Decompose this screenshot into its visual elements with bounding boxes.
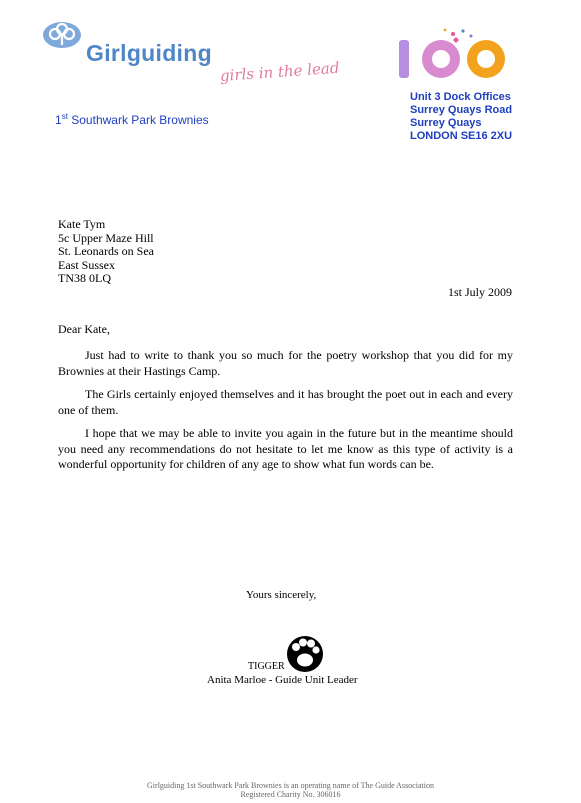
closing: Yours sincerely,: [246, 589, 317, 601]
footer-line: Registered Charity No. 306016: [240, 790, 341, 799]
letter-date: 1st July 2009: [447, 285, 512, 299]
footer: [0, 781, 581, 799]
recipient-line: East Sussex: [58, 257, 115, 272]
body-paragraph: Just had to write to thank you so much for the poetry workshop that you did for my Brownies at their Hastings Camp.: [58, 348, 513, 378]
footer-line: Girlguiding 1st Southwark Park Brownies is an operating name of The Guide Association: [147, 781, 434, 790]
sender-address-line: Surrey Quays: [410, 117, 482, 129]
body-paragraph: I hope that we may be able to invite you again in the future but in the meantime should you need any recommendations do not hesitate to let me know as this type of activity is a wonderful opportunity for children of any age to show what fun words can be.: [58, 426, 513, 471]
signature-nickname: TIGGER: [248, 661, 285, 672]
body-paragraph: The Girls certainly enjoyed themselves and it has brought the poet out in each and every one of them.: [58, 387, 513, 417]
paw-print-icon: [286, 633, 324, 675]
recipient-address: [58, 218, 154, 286]
recipient-line: St. Leonards on Sea: [58, 244, 154, 259]
recipient-line: 5c Upper Maze Hill: [58, 230, 154, 245]
recipient-line: TN38 0LQ: [58, 271, 111, 286]
sender-address-line: LONDON SE16 2XU: [410, 130, 513, 142]
sender-address-line: Surrey Quays Road: [410, 104, 513, 116]
sender-address: [410, 91, 512, 143]
recipient-line: Kate Tym: [58, 217, 106, 231]
brand-logo-text: Girlguiding: [86, 40, 212, 66]
signature-line: Anita Marloe - Guide Unit Leader: [207, 674, 358, 686]
salutation: Dear Kate,: [58, 322, 110, 336]
sender-address-line: Unit 3 Dock Offices: [410, 91, 511, 103]
brand-tagline: girls in the lead: [219, 58, 340, 85]
centenary-100-logo: [393, 26, 517, 84]
unit-name: 1st Southwark Park Brownies: [55, 112, 209, 127]
trefoil-logo-icon: [42, 20, 82, 50]
